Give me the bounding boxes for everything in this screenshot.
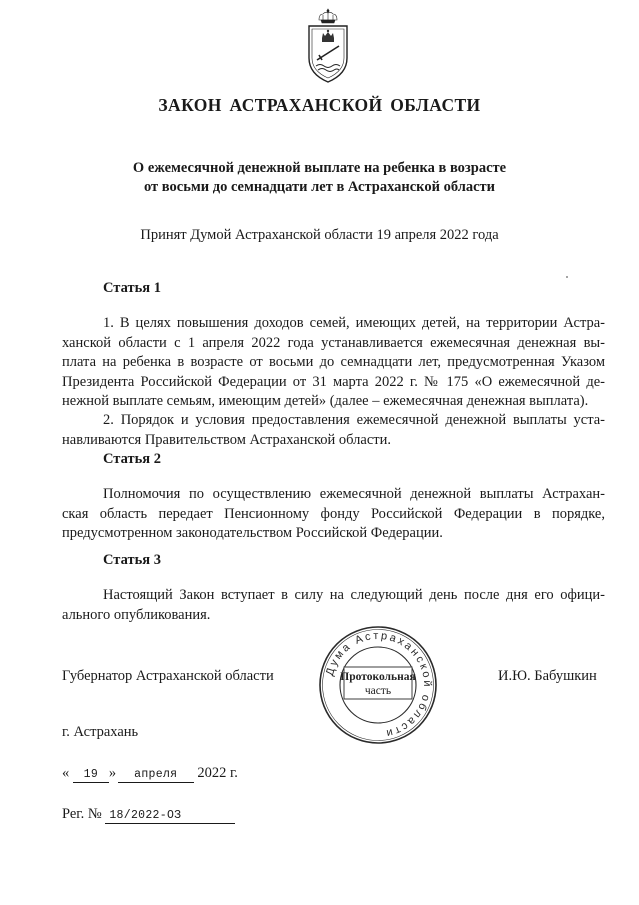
- date-close-quote: »: [108, 765, 117, 781]
- date-month: апреля: [118, 768, 194, 783]
- place-of-signing: г. Астрахань: [62, 724, 139, 740]
- date-day: 19: [73, 768, 109, 783]
- paragraph-line: 1. В целях повышения доходов семей, имеющих детей, на территории Астра-: [103, 315, 605, 331]
- article-1-paragraph-1: [62, 314, 605, 412]
- law-title: ЗАКОН АСТРАХАНСКОЙ ОБЛАСТИ: [158, 95, 481, 115]
- subject-line: от восьми до семнадцати лет в Астраханской области: [143, 179, 496, 195]
- signing-date: [62, 765, 238, 783]
- article-1-paragraph-2: [62, 411, 605, 450]
- paragraph-line: плата на ребенка в возрасте от восьми до семнадцати лет, предусмотренная Указом: [62, 354, 605, 370]
- paragraph-line: предусмотренном законодательством Российской Федерации.: [62, 525, 443, 541]
- date-year: 2022 г.: [197, 765, 238, 781]
- paragraph-line: ханской области с 1 апреля 2022 года устанавливается ежемесячная денежная вы-: [62, 334, 605, 351]
- law-subject: [0, 159, 639, 197]
- official-stamp: [317, 624, 439, 746]
- paragraph-line: 2. Порядок и условия предоставления ежемесячной денежной выплаты уста-: [103, 412, 605, 428]
- stamp-center-line-2: часть: [364, 685, 392, 697]
- article-1-heading: Статья 1: [103, 280, 161, 296]
- paragraph-line: ального опубликования.: [62, 606, 211, 623]
- paragraph-line: навливаются Правительством Астраханской области.: [62, 431, 391, 448]
- signatory-position: Губернатор Астраханской области: [62, 668, 274, 684]
- crown-icon: [319, 9, 337, 23]
- paragraph-line: Президента Российской Федерации от 31 марта 2022 г. № 175 «О ежемесячной де-: [62, 373, 605, 390]
- registration-label: Рег. №: [62, 806, 102, 822]
- registration-value: 18/2022-ОЗ: [105, 809, 235, 824]
- paragraph-line: Настоящий Закон вступает в силу на следующий день после дня его офици-: [103, 587, 605, 603]
- coat-of-arms-emblem: [303, 8, 353, 86]
- date-open-quote: «: [62, 765, 70, 781]
- registration-number: [62, 806, 235, 824]
- subject-line: О ежемесячной денежной выплате на ребенка в возрасте: [132, 160, 507, 176]
- article-2-heading: Статья 2: [103, 451, 161, 467]
- paragraph-line: нежной выплате семьям, имеющим детей» (далее – ежемесячная денежная выплата).: [62, 393, 589, 409]
- signatory-name: И.Ю. Бабушкин: [498, 668, 597, 684]
- adoption-statement: Принят Думой Астраханской области 19 апреля 2022 года: [140, 227, 499, 243]
- paragraph-line: Полномочия по осуществлению ежемесячной денежной выплаты Астрахан-: [103, 486, 605, 502]
- article-3-paragraph-1: [62, 586, 605, 625]
- scan-speck: [566, 276, 568, 278]
- article-3-heading: Статья 3: [103, 552, 161, 568]
- stamp-ring-text: Дума Астраханской области: [323, 629, 434, 740]
- paragraph-line: ская область передает Пенсионному фонду Российской Федерации в порядке,: [62, 505, 605, 522]
- stamp-center-line-1: Протокольная: [340, 671, 416, 683]
- article-2-paragraph-1: [62, 485, 605, 544]
